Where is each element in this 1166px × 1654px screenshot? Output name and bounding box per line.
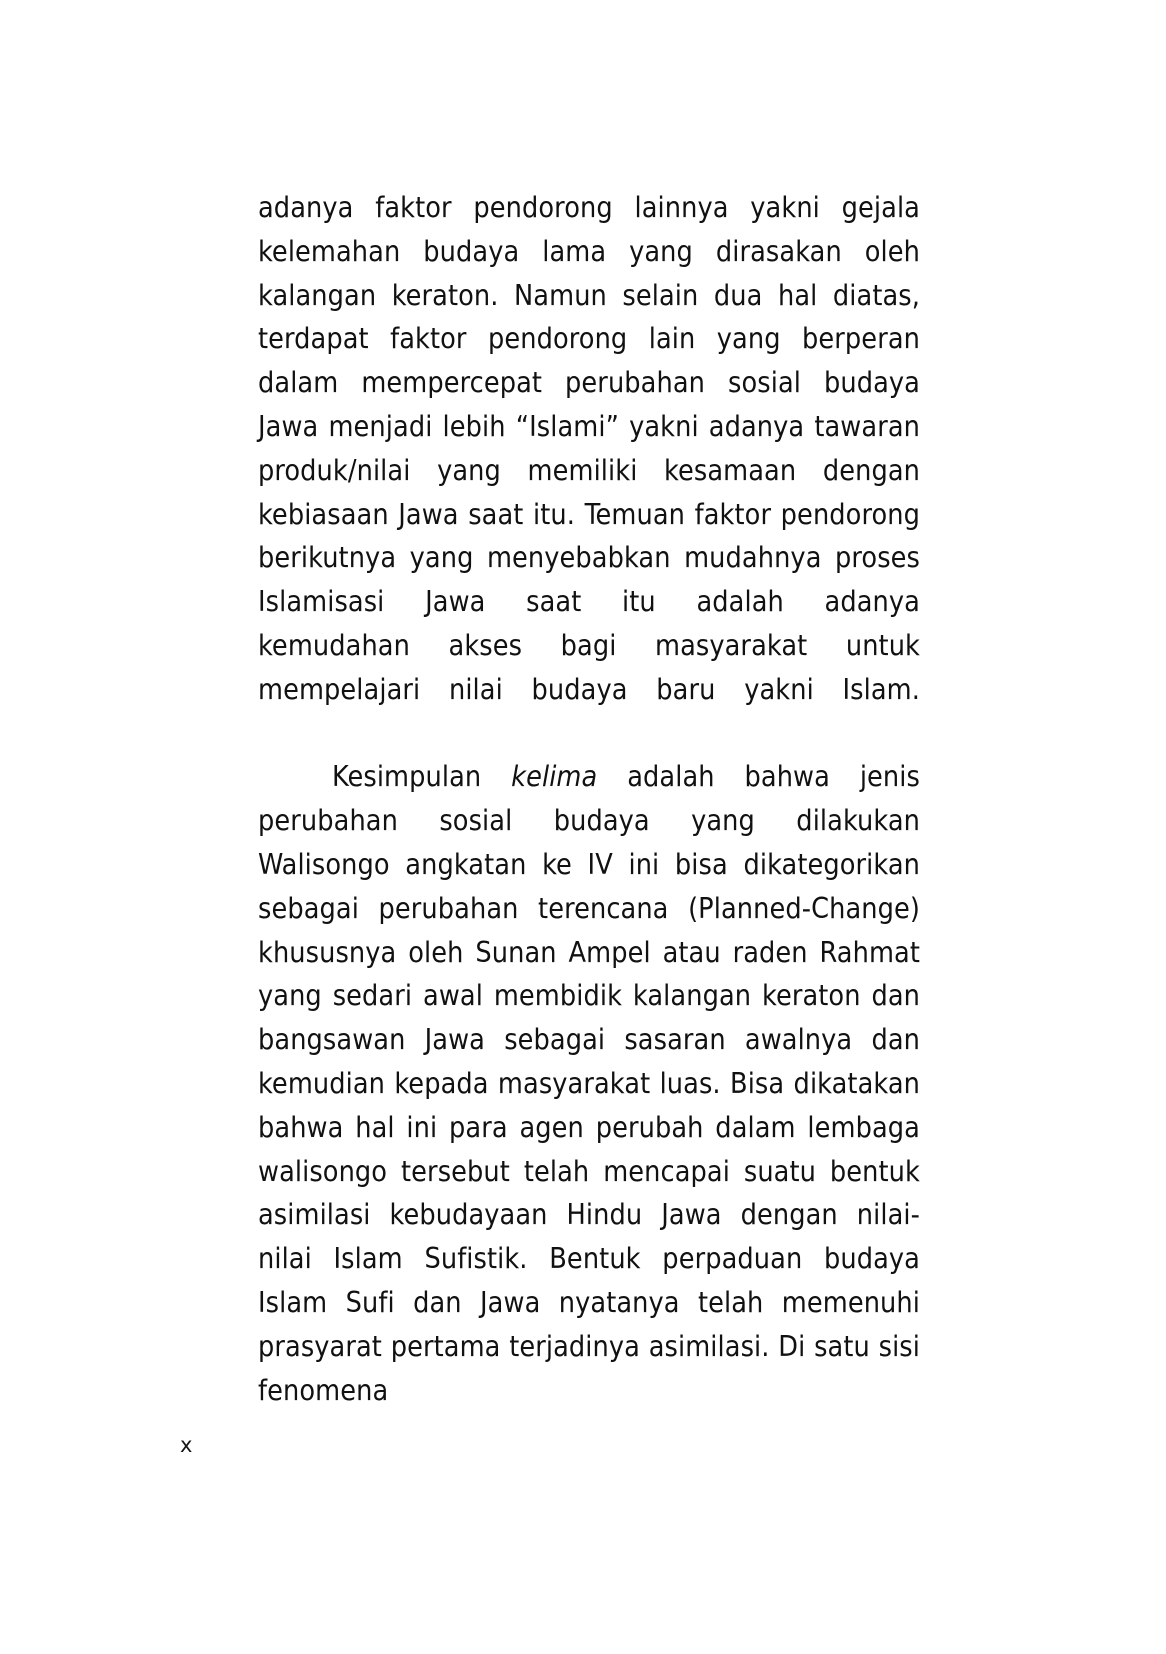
paragraph-kesimpulan-kelima <box>258 755 920 1456</box>
kesimpulan-body-text: adalah bahwa jenis perubahan sosial budaya yang dilakukan Walisongo angkatan ke IV ini bisa dikategorikan sebagai perubahan terencana (Planned-Change) khususnya oleh Sunan Ampel atau raden Rahmat yang sedari awal membidik kalangan keraton dan bangsawan Jawa sebagai sasaran awalnya dan kemudian kepada masyarakat luas. Bisa dikatakan bahwa hal ini para agen perubah dalam lembaga walisongo tersebut telah mencapai suatu bentuk asimilasi kebudayaan Hindu Jawa dengan nilai-nilai Islam Sufistik. Bentuk perpaduan budaya Islam Sufi dan Jawa nyatanya telah memenuhi prasyarat pertama terjadinya asimilasi. Di satu sisi fenomena <box>258 760 920 1407</box>
kesimpulan-lead-text: Kesimpulan <box>332 760 512 794</box>
page-number-marker: x <box>180 1433 193 1457</box>
text-column <box>258 186 920 1456</box>
paragraph-continuation <box>258 186 920 755</box>
paragraph-continuation-text: adanya faktor pendorong lainnya yakni gejala kelemahan budaya lama yang dirasakan oleh kalangan keraton. Namun selain dua hal diatas, terdapat faktor pendorong lain yang berperan dalam mempercepat perubahan sosial budaya Jawa menjadi lebih “Islami” yakni adanya tawaran produk/nilai yang memiliki kesamaan dengan kebiasaan Jawa saat itu. Temuan faktor pendorong berikutnya yang menyebabkan mudahnya proses Islamisasi Jawa saat itu adalah adanya kemudahan akses bagi masyarakat untuk mempelajari nilai budaya baru yakni Islam. <box>258 191 920 706</box>
italic-term-kelima: kelima <box>511 760 598 794</box>
